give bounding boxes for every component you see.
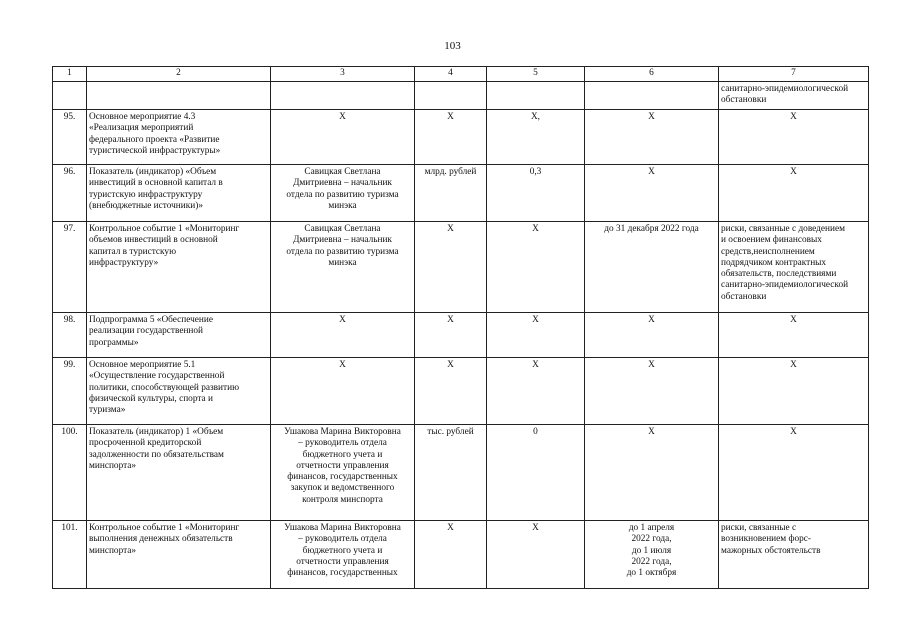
responsible-cell: X [271, 358, 415, 425]
value-cell: 0,3 [487, 165, 585, 222]
name-cell: Показатель (индикатор) 1 «Объем просроченной кредиторской задолженности по обязательствам минспорта» [87, 425, 271, 521]
responsible-cell: Савицкая Светлана Дмитриевна – начальник отдела по развитию туризма минэка [271, 222, 415, 313]
risk-cell: риски, связанные с доведением и освоением финансовых средств,неисполнением подрядчиком контрактных обязательств, последствиями санитарно-эпидемиологической обстановки [719, 222, 869, 313]
unit-cell: X [415, 110, 487, 165]
responsible-cell: X [271, 313, 415, 358]
unit-cell: X [415, 521, 487, 589]
row-number-cell: 96. [53, 165, 87, 222]
unit-cell: млрд. рублей [415, 165, 487, 222]
column-header: 1 [53, 67, 87, 82]
column-header: 3 [271, 67, 415, 82]
row-number-cell: 99. [53, 358, 87, 425]
name-cell: Основное мероприятие 4.3 «Реализация мероприятий федерального проекта «Развитие туристической инфраструктуры» [87, 110, 271, 165]
deadline-cell: до 31 декабря 2022 года [585, 222, 719, 313]
row-number-cell [53, 82, 87, 110]
row-number-cell: 95. [53, 110, 87, 165]
value-cell: 0 [487, 425, 585, 521]
risk-cell: X [719, 313, 869, 358]
column-header: 4 [415, 67, 487, 82]
unit-cell: тыс. рублей [415, 425, 487, 521]
value-cell: X [487, 222, 585, 313]
row-number-cell: 97. [53, 222, 87, 313]
table-row [53, 82, 869, 110]
deadline-cell [585, 82, 719, 110]
value-cell [487, 82, 585, 110]
name-cell: Подпрограмма 5 «Обеспечение реализации государственной программы» [87, 313, 271, 358]
deadline-cell: X [585, 110, 719, 165]
name-cell: Контрольное событие 1 «Мониторинг объемов инвестиций в основной капитал в туристскую инфраструктуру» [87, 222, 271, 313]
row-number-cell: 101. [53, 521, 87, 589]
name-cell: Основное мероприятие 5.1 «Осуществление государственной политики, способствующей развитию физической культуры, спорта и туризма» [87, 358, 271, 425]
name-cell: Контрольное событие 1 «Мониторинг выполнения денежных обязательств минспорта» [87, 521, 271, 589]
table-row [53, 165, 869, 222]
table-row [53, 358, 869, 425]
column-header: 2 [87, 67, 271, 82]
value-cell: X [487, 358, 585, 425]
risk-cell: X [719, 110, 869, 165]
name-cell [87, 82, 271, 110]
risk-cell: риски, связанные с возникновением форс- мажорных обстоятельств [719, 521, 869, 589]
column-header: 7 [719, 67, 869, 82]
responsible-cell: Ушакова Марина Викторовна – руководитель отдела бюджетного учета и отчетности управления финансов, государственных [271, 521, 415, 589]
risk-cell: X [719, 425, 869, 521]
deadline-cell: X [585, 313, 719, 358]
unit-cell: X [415, 358, 487, 425]
unit-cell [415, 82, 487, 110]
row-number-cell: 98. [53, 313, 87, 358]
unit-cell: X [415, 313, 487, 358]
program-table [52, 66, 869, 589]
table-row [53, 110, 869, 165]
table-row [53, 222, 869, 313]
table-row [53, 521, 869, 589]
risk-cell: санитарно-эпидемиологической обстановки [719, 82, 869, 110]
value-cell: X, [487, 110, 585, 165]
column-header: 6 [585, 67, 719, 82]
deadline-cell: X [585, 425, 719, 521]
value-cell: X [487, 313, 585, 358]
risk-cell: X [719, 358, 869, 425]
risk-cell: X [719, 165, 869, 222]
responsible-cell: Савицкая Светлана Дмитриевна – начальник отдела по развитию туризма минэка [271, 165, 415, 222]
deadline-cell: X [585, 358, 719, 425]
name-cell: Показатель (индикатор) «Объем инвестиций в основной капитал в туристскую инфраструктуру (внебюджетные источники)» [87, 165, 271, 222]
page-number: 103 [444, 40, 461, 52]
responsible-cell: X [271, 110, 415, 165]
value-cell: X [487, 521, 585, 589]
table-header-row [53, 67, 869, 82]
responsible-cell: Ушакова Марина Викторовна – руководитель отдела бюджетного учета и отчетности управления финансов, государственных закупок и ведомственного контроля минспорта [271, 425, 415, 521]
deadline-cell: X [585, 165, 719, 222]
table-row [53, 425, 869, 521]
column-header: 5 [487, 67, 585, 82]
unit-cell: X [415, 222, 487, 313]
responsible-cell [271, 82, 415, 110]
table-row [53, 313, 869, 358]
row-number-cell: 100. [53, 425, 87, 521]
deadline-cell: до 1 апреля 2022 года, до 1 июля 2022 года, до 1 октября [585, 521, 719, 589]
